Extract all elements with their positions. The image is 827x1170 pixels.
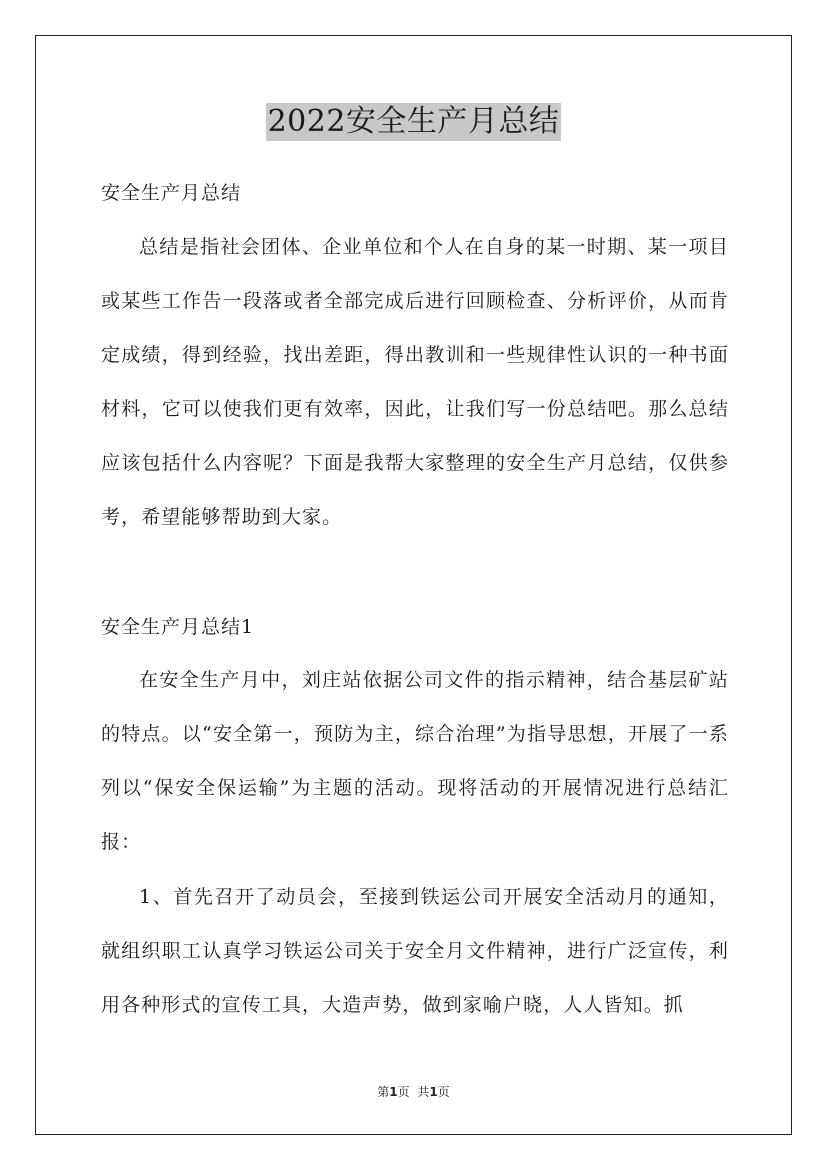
page-footer [0, 1083, 827, 1100]
intro-paragraph: 总结是指社会团体、企业单位和个人在自身的某一时期、某一项目或某些工作告一段落或者全部完成后进行回顾检查、分析评价，从而肯定成绩，得到经验，找出差距，得出教训和一些规律性认识的一种书面材料，它可以使我们更有效率，因此，让我们写一份总结吧。那么总结应该包括什么内容呢？下面是我帮大家整理的安全生产月总结，仅供参考，希望能够帮助到大家。 [101, 236, 729, 528]
paragraph-1: 在安全生产月中，刘庄站依据公司文件的指示精神，结合基层矿站的特点。以“安全第一，预防为主，综合治理”为指导思想，开展了一系列以“保安全保运输”为主题的活动。现将活动的开展情况进行总结汇报： [101, 669, 729, 853]
document-title: 2022安全生产月总结 [267, 104, 560, 139]
subheading-1: 安全生产月总结1 [101, 616, 255, 638]
paragraph-2: 1、首先召开了动员会，至接到铁运公司开展安全活动月的通知，就组织职工认真学习铁运公司关于安全月文件精神，进行广泛宣传，利用各种形式的宣传工具，大造声势，做到家喻户晓，人人皆知。抓 [101, 886, 729, 1016]
total-label-suffix: 页 [437, 1085, 450, 1099]
page-label-prefix: 第 [377, 1085, 390, 1099]
page-label-suffix: 页 [397, 1085, 410, 1099]
total-pages: 1 [429, 1085, 438, 1099]
title-container [0, 103, 827, 141]
total-label-prefix: 共 [417, 1085, 430, 1099]
page-number: 1 [389, 1085, 398, 1099]
section-heading: 安全生产月总结 [101, 182, 242, 204]
